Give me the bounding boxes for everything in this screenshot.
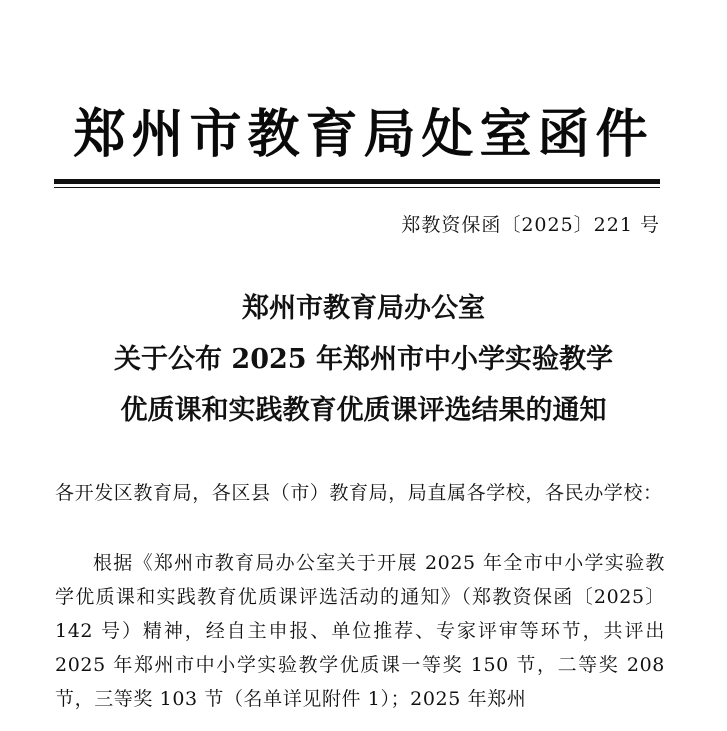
body-paragraph: 根据《郑州市教育局办公室关于开展 2025 年全市中小学实验教学优质课和实践教育优质课评选活动的通知》（郑教资保函〔2025〕142 号）精神，经自主申报、单位推荐、专家评审等环节，共评出 2025 年郑州市中小学实验教学优质课一等奖 150 节，二等奖 208 节，三等奖 103 节（名单详见附件 1）；2025 年郑州 [55,552,665,710]
document-number: 郑教资保函〔2025〕221 号 [401,214,660,236]
letterhead-rule-thick [54,179,660,184]
notice-title-line-2: 关于公布 2025 年郑州市中小学实验教学 [114,344,613,375]
notice-title-line-3: 优质课和实践教育优质课评选结果的通知 [120,395,607,426]
addressee: 各开发区教育局，各区县（市）教育局，局直属各学校，各民办学校： [55,482,663,504]
notice-title-line-1: 郑州市教育局办公室 [242,293,485,324]
letterhead-title: 郑州市教育局处室函件 [73,104,654,165]
letterhead-rule-thin [54,187,660,188]
